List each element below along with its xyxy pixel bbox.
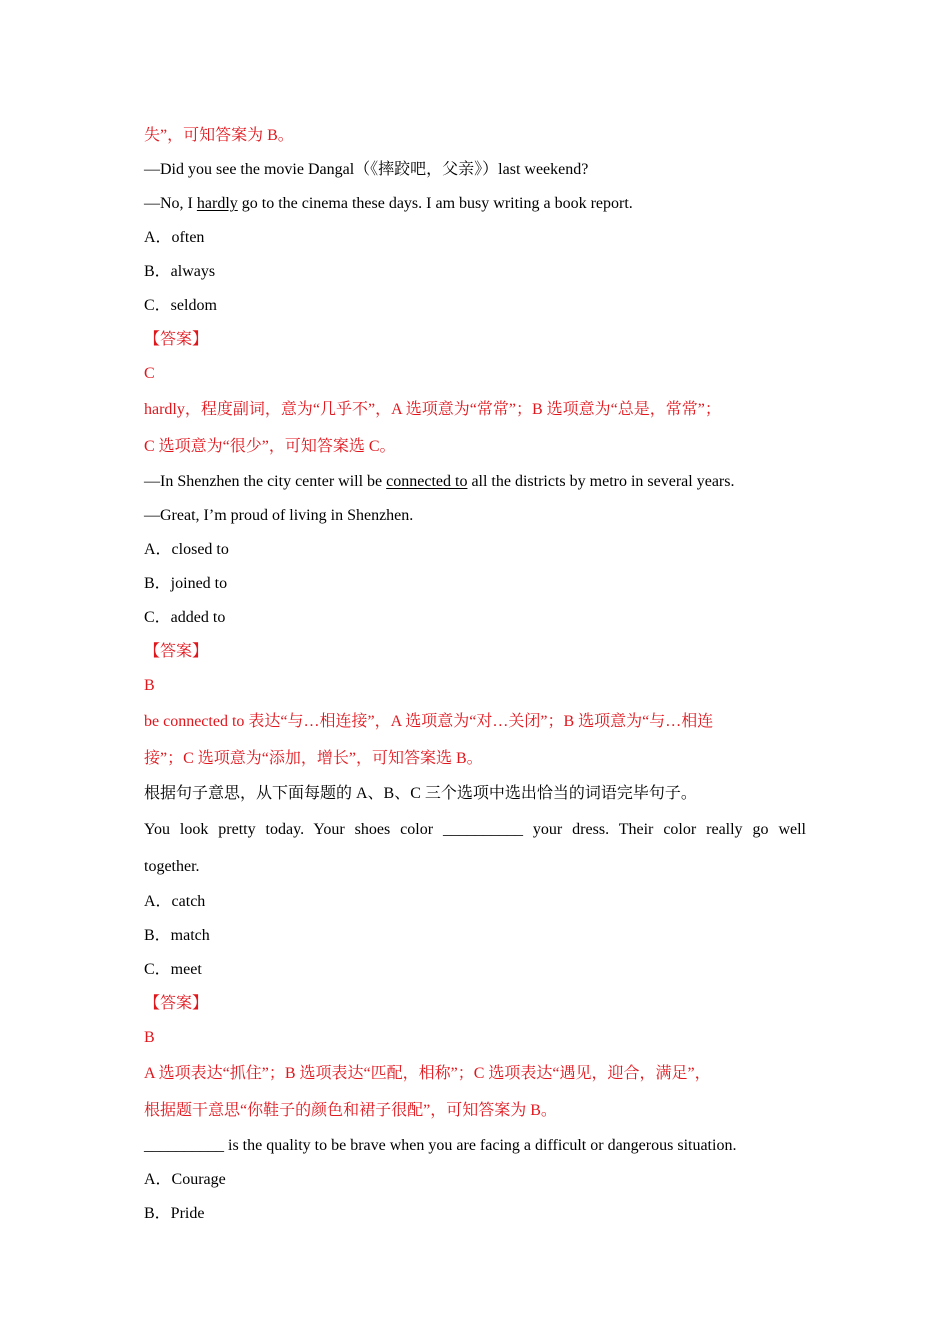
option-c: C．added to: [144, 609, 226, 626]
question-line: __________ is the quality to be brave when you are facing a difficult or dangerous situation.: [144, 1137, 737, 1154]
question-line: [144, 465, 806, 499]
explanation-line: hardly，程度副词，意为“几乎不”，A 选项意为“常常”；B 选项意为“总是，常常”；: [144, 401, 721, 418]
explanation-line: C 选项意为“很少”，可知答案选 C。: [144, 438, 396, 455]
option-b: B．Pride: [144, 1205, 205, 1222]
option-a: A．closed to: [144, 541, 229, 558]
option-b: B．always: [144, 263, 216, 280]
option-a: A．Courage: [144, 1171, 226, 1188]
question-text: —In Shenzhen the city center will be: [144, 473, 387, 490]
section-instruction: 根据句子意思，从下面每题的 A、B、C 三个选项中选出恰当的词语完毕句子。: [144, 785, 697, 802]
option-b: B．match: [144, 927, 210, 944]
question-text: —No, I: [144, 195, 197, 212]
underlined-phrase: connected to: [386, 473, 468, 490]
question-text: go to the cinema these days. I am busy writing a book report.: [237, 195, 633, 212]
question-line: [144, 187, 806, 221]
question-line: together.: [144, 858, 200, 875]
question-line: You look pretty today. Your shoes color __________ your dress. Their color really go well: [144, 821, 806, 838]
explanation-line: 根据题干意思“你鞋子的颜色和裙子很配”，可知答案为 B。: [144, 1102, 557, 1119]
question-text: all the districts by metro in several years.: [467, 473, 735, 490]
answer-value: C: [144, 365, 155, 382]
explanation-line: 失”，可知答案为 B。: [144, 127, 294, 144]
document-body: [144, 119, 806, 1231]
answer-value: B: [144, 1029, 155, 1046]
question-line: —Did you see the movie Dangal（《摔跤吧，父亲》）last weekend?: [144, 161, 589, 178]
answer-label: 【答案】: [144, 331, 209, 348]
answer-label: 【答案】: [144, 643, 209, 660]
explanation-line: 接”；C 选项意为“添加，增长”，可知答案选 B。: [144, 750, 483, 767]
answer-label: 【答案】: [144, 995, 209, 1012]
option-a: A．often: [144, 229, 205, 246]
explanation-line: A 选项表达“抓住”；B 选项表达“匹配，相称”；C 选项表达“遇见，迎合，满足”，: [144, 1065, 711, 1082]
explanation-line: be connected to 表达“与…相连接”，A 选项意为“对…关闭”；B 选项意为“与…相连: [144, 713, 714, 730]
answer-value: B: [144, 677, 155, 694]
option-c: C．seldom: [144, 297, 217, 314]
option-c: C．meet: [144, 961, 202, 978]
question-line: —Great, I’m proud of living in Shenzhen.: [144, 507, 414, 524]
option-a: A．catch: [144, 893, 206, 910]
option-b: B．joined to: [144, 575, 228, 592]
underlined-word: hardly: [196, 195, 238, 212]
